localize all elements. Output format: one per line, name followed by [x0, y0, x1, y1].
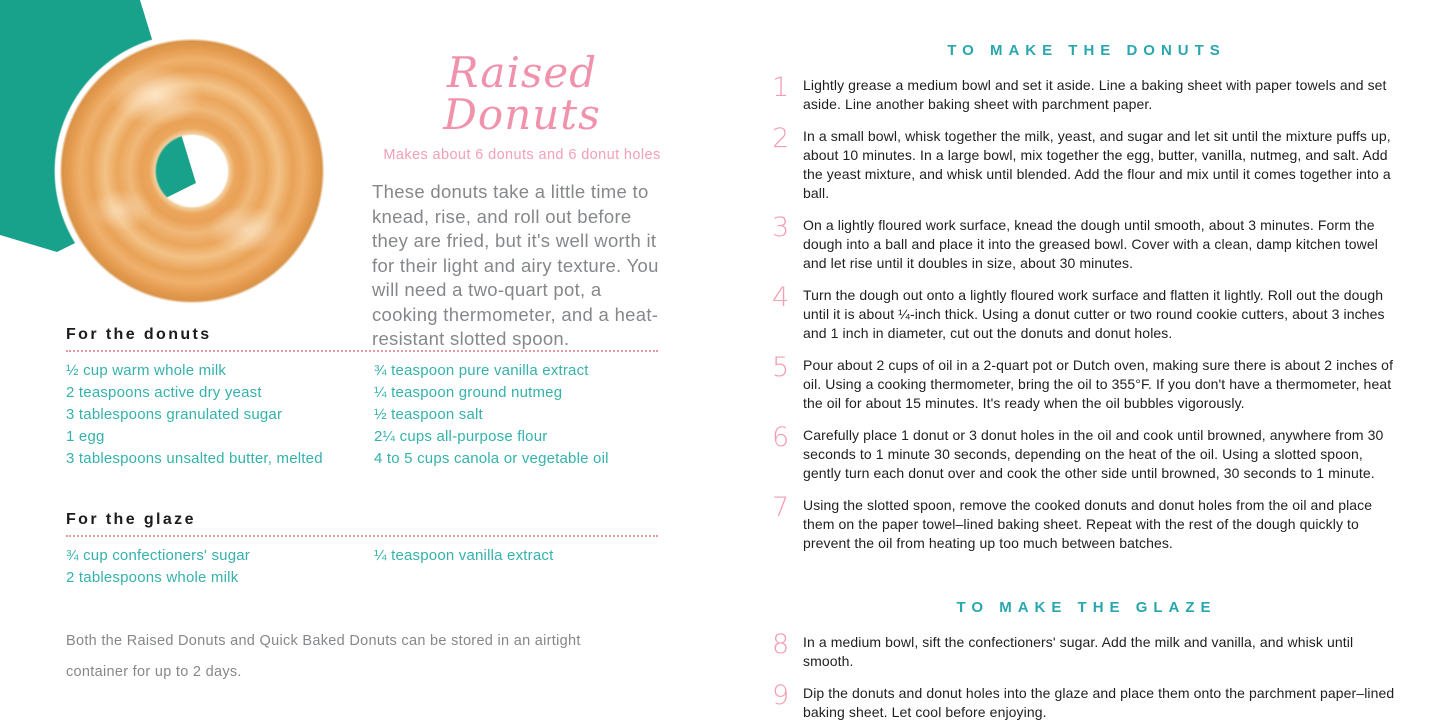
ingredient-item: ¼ teaspoon vanilla extract [374, 547, 554, 564]
ingredient-item: ¾ teaspoon pure vanilla extract [374, 362, 589, 379]
ingredient-item: 2 teaspoons active dry yeast [66, 384, 262, 401]
ingredient-item: 2 tablespoons whole milk [66, 569, 239, 586]
glaze-steps-list [770, 631, 1403, 722]
ingredients-column-2 [374, 360, 658, 470]
step-text: Pour about 2 cups of oil in a 2-quart pot or Dutch oven, making sure there is about 2 inches of oil. Using a cooking thermometer, bring the oil to 355°F. If you don't have a thermometer, heat the oil for about 15 minutes. It's ready when the oil bubbles vigorously. [803, 357, 1394, 411]
step-text: In a small bowl, whisk together the milk, yeast, and sugar and let sit until the mixture puffs up, about 10 minutes. In a large bowl, mix together the egg, butter, vanilla, nutmeg, and salt. Add the yeast mixture, and whisk until blended. Add the flour and mix until it comes together into a ball. [803, 128, 1391, 201]
step-row [770, 494, 1403, 553]
step-row [770, 631, 1403, 671]
step-number: 8 [772, 629, 790, 660]
step-row [770, 424, 1403, 483]
make-donuts-heading: TO MAKE THE DONUTS [947, 42, 1226, 59]
ingredients-column-1 [66, 545, 374, 589]
glazed-donut-photo [54, 32, 330, 310]
recipe-yield: Makes about 6 donuts and 6 donut holes [383, 147, 661, 163]
donut-steps-list [770, 74, 1403, 553]
step-text: On a lightly floured work surface, knead the dough until smooth, about 3 minutes. Form the dough into a ball and place it into the greased bowl. Cover with a clean, damp kitchen towel and let rise until it doubles in size, about 30 minutes. [803, 217, 1378, 271]
ingredient-item: ½ cup warm whole milk [66, 362, 227, 379]
ingredient-item: 1 egg [66, 428, 105, 445]
step-row [770, 682, 1403, 722]
step-number: 3 [772, 212, 790, 243]
step-number: 2 [772, 123, 790, 154]
recipe-description: These donuts take a little time to knead, rise, and roll out before they are fried, but it's well worth it for their light and airy texture. You will need a two-quart pot, a cooking thermometer, and a heat-resistant slotted spoon. [372, 181, 659, 349]
step-row [770, 74, 1403, 114]
step-text: Lightly grease a medium bowl and set it aside. Line a baking sheet with paper towels and set aside. Line another baking sheet with parchment paper. [803, 77, 1387, 112]
ingredients-glaze-heading: For the glaze [66, 511, 196, 528]
dotted-divider [66, 535, 658, 537]
step-row [770, 354, 1403, 413]
step-text: Dip the donuts and donut holes into the glaze and place them onto the parchment paper–lined baking sheet. Let cool before enjoying. [803, 685, 1395, 720]
ingredient-item: 3 tablespoons unsalted butter, melted [66, 450, 323, 467]
ingredients-glaze-list [66, 545, 658, 589]
make-glaze-heading: TO MAKE THE GLAZE [956, 599, 1217, 616]
recipe-header [372, 48, 672, 352]
storage-note: Both the Raised Donuts and Quick Baked Donuts can be stored in an airtight container for up to 2 days. [66, 633, 581, 680]
ingredients-donuts-list [66, 360, 658, 470]
step-text: Using the slotted spoon, remove the cooked donuts and donut holes from the oil and place them on the paper towel–lined baking sheet. Repeat with the rest of the dough quickly to prevent the oil from heating up too much between batches. [803, 497, 1373, 551]
step-number: 7 [772, 492, 790, 523]
ingredient-item: ¾ cup confectioners' sugar [66, 547, 250, 564]
instructions-page [770, 42, 1403, 723]
step-row [770, 214, 1403, 273]
ingredient-item: 3 tablespoons granulated sugar [66, 406, 283, 423]
ingredient-item: ¼ teaspoon ground nutmeg [374, 384, 563, 401]
step-number: 9 [772, 680, 790, 711]
ingredients-donuts-section [66, 326, 658, 470]
step-row [770, 125, 1403, 203]
dotted-divider [66, 350, 658, 352]
step-text: Turn the dough out onto a lightly floured work surface and flatten it lightly. Roll out the dough until it is about ¼-inch thick. Using a donut cutter or two round cookie cutters, about 3 inches and 1 inch in diameter, cut out the donuts and donut holes. [803, 287, 1385, 341]
step-number: 5 [772, 352, 790, 383]
step-text: In a medium bowl, sift the confectioners' sugar. Add the milk and vanilla, and whisk until smooth. [803, 634, 1354, 669]
ingredient-item: 2¼ cups all-purpose flour [374, 428, 548, 445]
step-number: 4 [772, 282, 790, 313]
ingredients-column-1 [66, 360, 374, 470]
step-text: Carefully place 1 donut or 3 donut holes in the oil and cook until browned, anywhere from 30 seconds to 1 minute 30 seconds, depending on the heat of the oil. Using a slotted spoon, gently turn each donut over and cook the other side until browned, 30 seconds to 1 minute. [803, 427, 1384, 481]
step-number: 1 [772, 72, 790, 103]
ingredients-donuts-heading: For the donuts [66, 326, 212, 343]
ingredients-glaze-section [66, 511, 658, 589]
page-title: Raised Donuts [443, 48, 601, 139]
step-number: 6 [772, 422, 790, 453]
ingredient-item: 4 to 5 cups canola or vegetable oil [374, 450, 609, 467]
ingredients-column-2 [374, 545, 658, 589]
step-row [770, 284, 1403, 343]
ingredient-item: ½ teaspoon salt [374, 406, 483, 423]
